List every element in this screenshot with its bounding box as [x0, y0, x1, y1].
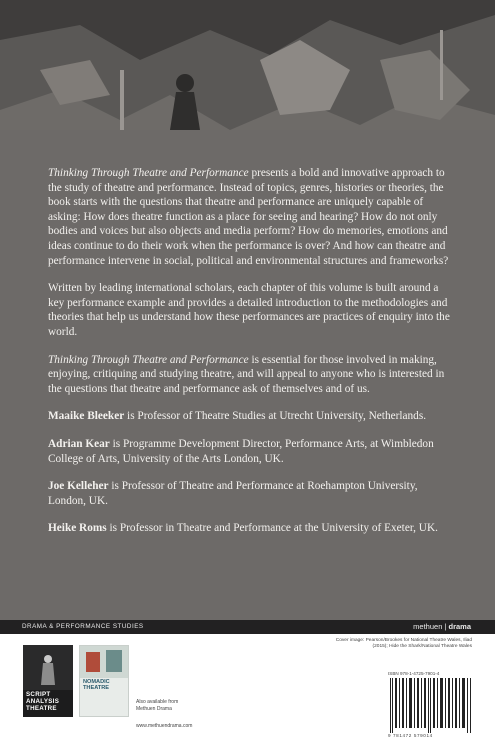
editor-name: Maaike Bleeker [48, 410, 125, 423]
related-book-thumbnail [79, 645, 129, 717]
barcode-icon [388, 678, 474, 733]
footer-panel [0, 620, 495, 750]
book-cover-art [23, 645, 73, 690]
blurb-paragraph-2: Written by leading international scholars, each chapter of this volume is built around a key performance example and provides a detailed introduction to the methodologies and theories that help us understand how these performances are practices of enquiry into the world. [48, 282, 450, 338]
website-link[interactable]: www.methuendrama.com [136, 723, 193, 729]
logo-word: methuen [413, 622, 443, 631]
editor-bio [48, 521, 453, 536]
book-title: SCRIPT ANALYSIS THEATRE [26, 691, 60, 712]
publisher-logo [413, 622, 471, 631]
editor-bio [48, 479, 453, 508]
book-title: NOMADIC THEATRE [83, 679, 110, 692]
editor-name: Joe Kelleher [48, 480, 109, 493]
related-book-thumbnail [23, 645, 73, 717]
barcode-digits: 9 781472 579014 [388, 733, 433, 738]
blurb-text: presents a bold and innovative approach to the study of theatre and performance. Instead of topics, genres, histories or theories, the book starts with the questions that theatre and performance are uniquely capable of asking: How does theatre function as a place for seeing and hearing? How do not only bodies and voices but also objects and media perform? How do memories, emotions and ideas continue to do their work when the performance is over? And how can theatre and performance intervene in social, political and environmental structures and frameworks? [48, 167, 449, 267]
editor-bio-text: is Professor of Theatre Studies at Utrecht University, Netherlands. [124, 410, 427, 423]
also-line: Methuen Drama [136, 705, 172, 712]
book-cover-art [80, 646, 128, 678]
blurb-paragraph-1 [48, 166, 453, 268]
editor-bio-text: is Professor in Theatre and Performance at the University of Exeter, UK. [106, 522, 438, 535]
editor-name: Adrian Kear [48, 437, 110, 450]
blurb-text: is essential for those involved in making, enjoying, critiquing and studying theatre, and will appeal to anyone who is interested in the questions that theatre and performance ask of themselves and of us. [48, 353, 445, 395]
cover-photo [0, 0, 495, 160]
blurb [48, 166, 453, 549]
book-title: Thinking Through Theatre and Performance [48, 167, 249, 179]
blurb-paragraph-3 [48, 353, 453, 397]
editor-bio [48, 409, 453, 424]
editor-bio [48, 437, 453, 466]
series-bar [0, 620, 495, 634]
logo-separator: | [442, 622, 449, 631]
series-label: DRAMA & PERFORMANCE STUDIES [22, 623, 144, 630]
also-line: Also available from [136, 699, 179, 705]
also-available [136, 699, 178, 712]
editor-bio-text: is Professor of Theatre and Performance at Roehampton University, London, UK. [48, 480, 418, 507]
cover-image-credit: Cover image: Pearson/Brookes for National Theatre Wales, Iliad (2015); Hide the Shark/National Theatre Wales [335, 638, 472, 650]
editor-bio-text: is Programme Development Director, Performance Arts, at Wimbledon College of Arts, University of the Arts London, UK. [48, 437, 434, 465]
book-title: Thinking Through Theatre and Performance [48, 353, 249, 366]
isbn-label: ISBN 978-1-4725-7901-4 [388, 671, 440, 676]
logo-word: drama [448, 622, 471, 631]
cover-photo-illustration [0, 0, 495, 160]
editor-name: Heike Roms [48, 522, 107, 535]
